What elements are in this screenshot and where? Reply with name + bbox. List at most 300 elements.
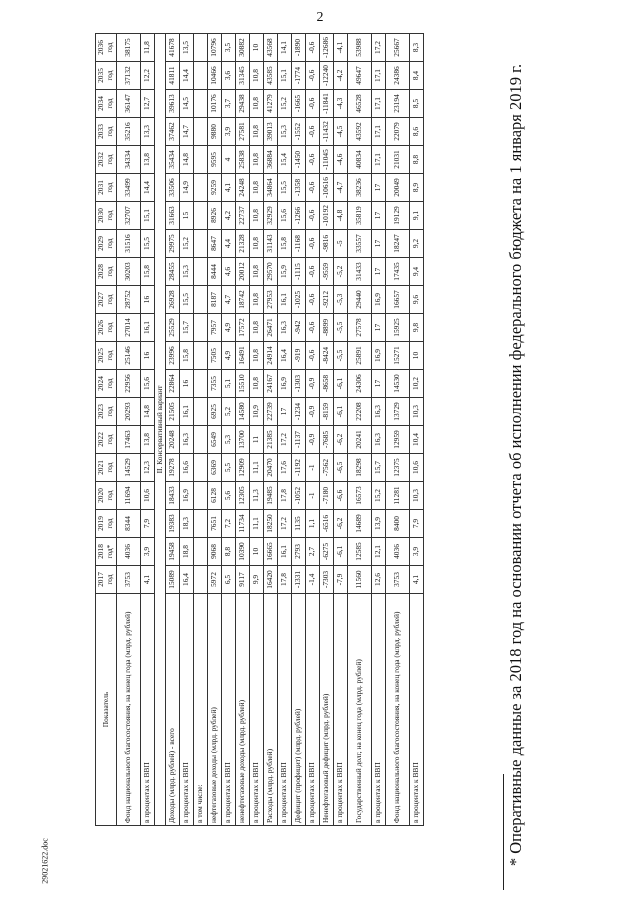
table-cell: 15,8 [180,342,194,370]
table-cell: 10,8 [250,342,264,370]
table-cell: -0,9 [306,426,320,454]
table-cell: 14,4 [141,174,155,202]
table-cell: 16,9 [278,370,292,398]
table-cell: 25838 [236,146,250,174]
table-cell: -1358 [292,174,306,202]
table-cell: 16,9 [180,482,194,510]
table-cell: 39013 [264,118,278,146]
table-cell: 18,3 [180,510,194,538]
table-cell: 14,8 [141,398,155,426]
header-year: 2020 год [96,482,117,510]
table-cell: 8,4 [410,62,424,90]
table-cell: 10,8 [250,62,264,90]
table-cell: -4,7 [334,174,348,202]
table-cell: 15,3 [180,258,194,286]
table-row [348,34,372,826]
table-row [372,34,386,826]
table-cell: 10176 [208,90,222,118]
table-cell: 2,7 [306,538,320,566]
table-cell: 16,1 [180,398,194,426]
table-cell: 26928 [166,286,180,314]
table-cell: 22956 [117,370,141,398]
table-cell: 32929 [264,202,278,230]
table-cell: -5,3 [334,286,348,314]
table-cell: -5,5 [334,314,348,342]
table-cell: -1 [306,482,320,510]
table-cell [194,258,208,286]
row-label: Доходы (млрд. рублей) - всего [166,594,180,826]
table-cell: 16657 [386,286,410,314]
table-cell: 15,5 [180,286,194,314]
table-cell: 16 [141,342,155,370]
table-cell: 28752 [117,286,141,314]
header-year: 2023 год [96,398,117,426]
table-cell: 14,7 [180,118,194,146]
table-cell: -1 [306,454,320,482]
table-cell: 16573 [348,482,372,510]
table-cell: 21385 [264,426,278,454]
table-cell: 14,1 [278,34,292,62]
table-cell: 10,8 [250,118,264,146]
header-year: 2026 год [96,314,117,342]
table-cell: 8,9 [410,174,424,202]
table-cell: 46528 [348,90,372,118]
table-cell: -0,6 [306,90,320,118]
table-cell: 16,9 [372,342,386,370]
table-cell: 24306 [348,370,372,398]
table-cell [194,286,208,314]
table-cell: 8,3 [410,34,424,62]
table-cell: 14530 [386,370,410,398]
table-cell: -10192 [320,202,334,230]
table-cell: -1025 [292,286,306,314]
table-cell: 11,1 [250,454,264,482]
table-section-row [155,34,166,826]
table-cell: 19485 [264,482,278,510]
header-year: 2018 год* [96,538,117,566]
row-label: в процентах к ВВП [222,594,236,826]
table-cell: 17,1 [372,90,386,118]
row-label: в процентах к ВВП [278,594,292,826]
table-cell: 6369 [208,454,222,482]
table-cell: -1192 [292,454,306,482]
header-year: 2021 год [96,454,117,482]
row-label: в процентах к ВВП [410,594,424,826]
table-cell: 22208 [348,398,372,426]
table-cell [194,510,208,538]
table-cell [194,62,208,90]
budget-table [95,33,424,826]
row-label: Расходы (млрд. рублей) [264,594,278,826]
table-cell [194,146,208,174]
table-cell: 9,9 [250,566,264,594]
table-cell: -8424 [320,342,334,370]
table-cell: 3,6 [222,62,236,90]
table-cell: 18742 [236,286,250,314]
table-cell: 10390 [236,538,250,566]
table-cell: 17 [372,230,386,258]
table-cell: -0,6 [306,34,320,62]
table-cell: 10,8 [250,90,264,118]
table-cell: 2793 [292,538,306,566]
table-cell [194,90,208,118]
table-cell: 17,6 [278,454,292,482]
table-cell: -4,5 [334,118,348,146]
table-cell: 20470 [264,454,278,482]
table-cell: 17,2 [278,426,292,454]
table-cell: 12959 [386,426,410,454]
table-cell: 43568 [264,34,278,62]
table-cell: -6,1 [334,398,348,426]
table-row [236,34,250,826]
table-cell: -1450 [292,146,306,174]
table-cell: 35434 [166,146,180,174]
table-cell: -1168 [292,230,306,258]
table-cell: 15,9 [278,258,292,286]
header-year: 2025 год [96,342,117,370]
table-row [166,34,180,826]
row-label: в процентах к ВВП [306,594,320,826]
table-cell: 3,7 [222,90,236,118]
table-cell: 10466 [208,62,222,90]
table-cell: -4,3 [334,90,348,118]
table-cell [194,230,208,258]
table-cell: 4,6 [222,258,236,286]
table-cell: 7505 [208,342,222,370]
table-cell: 16,1 [278,286,292,314]
table-cell: 7,9 [410,510,424,538]
table-cell: -1266 [292,202,306,230]
table-cell: 10 [410,342,424,370]
table-cell: -919 [292,342,306,370]
table-cell: 6,5 [222,566,236,594]
table-cell: 12,1 [372,538,386,566]
header-indicator: Показатель [96,594,117,826]
table-cell: -7,9 [334,566,348,594]
table-cell: 15,8 [278,230,292,258]
table-cell: 14,9 [180,174,194,202]
table-cell: 10,2 [410,370,424,398]
table-cell: 10796 [208,34,222,62]
table-cell: 9,2 [410,230,424,258]
table-cell: 12305 [236,482,250,510]
table-cell: 15,2 [180,230,194,258]
section-title: II. Консервативный вариант [155,34,166,826]
table-cell: 10,8 [250,174,264,202]
table-cell: -12240 [320,62,334,90]
table-cell: 15,8 [141,258,155,286]
table-cell: 4,7 [222,286,236,314]
header-year: 2017 год [96,566,117,594]
table-cell: 10,8 [250,202,264,230]
table-cell: 18433 [166,482,180,510]
table-cell: 12,6 [372,566,386,594]
table-cell: -0,6 [306,314,320,342]
table-cell: 16,6 [180,454,194,482]
table-cell: 9880 [208,118,222,146]
table-cell: 4,1 [141,566,155,594]
table-cell: -0,6 [306,146,320,174]
table-cell: 5,1 [222,370,236,398]
table-cell: -8658 [320,370,334,398]
table-cell: 16,4 [278,342,292,370]
header-year: 2030 год [96,202,117,230]
table-cell: 3753 [117,566,141,594]
table-cell: 39613 [166,90,180,118]
table-cell: 10,8 [250,314,264,342]
row-label: в процентах к ВВП [180,594,194,826]
table-cell: 4,9 [222,342,236,370]
table-cell: 5,5 [222,454,236,482]
table-cell: 31516 [117,230,141,258]
table-cell: 1,1 [306,510,320,538]
table-cell: -9212 [320,286,334,314]
table-cell: 12375 [386,454,410,482]
table-cell: -0,6 [306,258,320,286]
table-cell: 4 [222,146,236,174]
table-cell: 10,8 [250,370,264,398]
table-cell: 36147 [117,90,141,118]
table-cell: 4,1 [410,566,424,594]
footnote [492,40,540,890]
table-cell: 15,2 [372,482,386,510]
table-cell: 40834 [348,146,372,174]
table-cell: -0,6 [306,230,320,258]
table-cell: 16,4 [180,566,194,594]
table-cell: 13,8 [141,426,155,454]
table-cell: 4,4 [222,230,236,258]
table-cell: 20293 [117,398,141,426]
table-cell: 20012 [236,258,250,286]
table-cell: 29570 [264,258,278,286]
table-cell: 29438 [236,90,250,118]
table-cell: 9117 [236,566,250,594]
table-cell: -9816 [320,230,334,258]
table-cell: -7562 [320,454,334,482]
header-year: 2032 год [96,146,117,174]
table-cell: 9068 [208,538,222,566]
table-cell: 8,5 [410,90,424,118]
table-cell: 20241 [348,426,372,454]
table-cell: -7303 [320,566,334,594]
table-cell: 29975 [166,230,180,258]
budget-table-rotated [95,34,495,826]
header-year: 2033 год [96,118,117,146]
table-cell: 4,1 [222,174,236,202]
table-cell: 3,9 [410,538,424,566]
table-cell: 15,2 [278,90,292,118]
table-cell: 3753 [386,566,410,594]
table-cell: 15,6 [141,370,155,398]
table-cell: 34864 [264,174,278,202]
table-cell: 12,3 [141,454,155,482]
table-cell: 16491 [236,342,250,370]
table-cell: -6,6 [334,482,348,510]
table-cell: -10616 [320,174,334,202]
table-cell: 8,8 [410,146,424,174]
header-year: 2036 год [96,34,117,62]
table-cell: 24167 [264,370,278,398]
table-cell: 9,8 [410,314,424,342]
table-cell: 13729 [386,398,410,426]
table-cell: 43585 [264,62,278,90]
table-cell: 13,5 [180,34,194,62]
table-cell [194,398,208,426]
row-label: ненефтегазовые доходы (млрд. рублей) [236,594,250,826]
table-cell [194,454,208,482]
table-cell: -1774 [292,62,306,90]
table-cell: 15,6 [278,202,292,230]
table-cell: 6925 [208,398,222,426]
table-row [278,34,292,826]
table-cell: 11,1 [250,510,264,538]
table-cell: 22079 [386,118,410,146]
table-cell: 1135 [292,510,306,538]
table-cell: -6,2 [334,426,348,454]
table-cell: 41811 [166,62,180,90]
header-year: 2035 год [96,62,117,90]
row-label: Государственный долг, на конец года (млрд. рублей) [348,594,372,826]
table-cell: 11734 [236,510,250,538]
table-cell: 33506 [166,174,180,202]
table-cell [194,342,208,370]
table-cell: 5,3 [222,426,236,454]
table-cell: 49647 [348,62,372,90]
table-header-row [96,34,117,826]
table-cell: 31143 [264,230,278,258]
table-cell: 17572 [236,314,250,342]
table-cell: 26471 [264,314,278,342]
table-cell: -1890 [292,34,306,62]
row-label: Фонд национального благосостояния, на конец года (млрд. рублей) [386,594,410,826]
table-row [208,34,222,826]
table-cell: 30882 [236,34,250,62]
table-cell: 15925 [386,314,410,342]
table-cell: -5 [334,230,348,258]
table-row [334,34,348,826]
table-cell: -0,6 [306,202,320,230]
table-cell: 15,5 [278,174,292,202]
header-year: 2019 год [96,510,117,538]
table-cell: 14529 [117,454,141,482]
table-cell: 25891 [348,342,372,370]
table-cell: 27581 [236,118,250,146]
table-cell: 37132 [117,62,141,90]
table-cell: -6,1 [334,538,348,566]
table-cell: 5,6 [222,482,236,510]
table-cell: 25529 [166,314,180,342]
table-cell: 11694 [117,482,141,510]
table-cell: 9595 [208,146,222,174]
row-label: в процентах к ВВП [141,594,155,826]
row-label: в процентах к ВВП [250,594,264,826]
table-cell: -1052 [292,482,306,510]
header-year: 2022 год [96,426,117,454]
table-cell: 17 [372,258,386,286]
table-cell: 17,8 [278,566,292,594]
header-year: 2028 год [96,258,117,286]
table-row [386,34,410,826]
table-cell: 12,2 [141,62,155,90]
table-cell: 3,9 [222,118,236,146]
table-cell: 21031 [386,146,410,174]
table-cell: 15 [180,202,194,230]
table-cell: 35216 [117,118,141,146]
table-cell: 9259 [208,174,222,202]
table-cell: -0,6 [306,62,320,90]
table-cell: 10,3 [410,482,424,510]
table-cell: -0,9 [306,398,320,426]
table-cell [194,202,208,230]
table-row [410,34,424,826]
table-cell: 8444 [208,258,222,286]
table-cell: -4,2 [334,62,348,90]
table-cell [194,426,208,454]
table-cell: 53988 [348,34,372,62]
table-cell: -1331 [292,566,306,594]
table-cell: 21328 [236,230,250,258]
table-cell: 23194 [386,90,410,118]
table-cell: 8,6 [410,118,424,146]
table-row [320,34,334,826]
table-cell: 37462 [166,118,180,146]
footnote-text: * Оперативные данные за 2018 год на основании отчета об исполнении федерального бюджета на 1 января 2019 г. [506,63,525,867]
table-row [292,34,306,826]
table-cell: 10,6 [410,454,424,482]
table-cell: 18,8 [180,538,194,566]
table-cell: 30203 [117,258,141,286]
table-cell: 10,3 [410,398,424,426]
table-cell: 11 [250,426,264,454]
table-cell: 17,2 [278,510,292,538]
table-cell: 29440 [348,286,372,314]
table-cell: 38175 [117,34,141,62]
table-cell: 3,5 [222,34,236,62]
table-cell: 23996 [166,342,180,370]
header-year: 2024 год [96,370,117,398]
table-cell: -8159 [320,398,334,426]
table-cell: 4036 [386,538,410,566]
table-cell: 43592 [348,118,372,146]
table-cell: -11045 [320,146,334,174]
table-cell: -0,9 [306,370,320,398]
table-cell: 17 [372,202,386,230]
document-code [10,830,80,892]
table-cell: 11,8 [141,34,155,62]
table-cell: 4,9 [222,314,236,342]
table-cell: 7957 [208,314,222,342]
table-cell: 22737 [236,202,250,230]
table-cell: 7,9 [141,510,155,538]
table-cell: 36884 [264,146,278,174]
table-cell: 9,4 [410,258,424,286]
table-cell: -4,1 [334,34,348,62]
document-code-text: 29021622.doc [40,838,50,884]
table-cell: 5,2 [222,398,236,426]
table-row [194,34,208,826]
table-cell: 22739 [264,398,278,426]
table-cell: 14,5 [180,90,194,118]
table-cell: 5972 [208,566,222,594]
table-cell: 16,1 [141,314,155,342]
table-cell: 15,3 [278,118,292,146]
table-cell: 19129 [386,202,410,230]
table-cell: 25146 [117,342,141,370]
table-cell: 16,3 [180,426,194,454]
table-cell: 19458 [166,538,180,566]
table-cell: 31433 [348,258,372,286]
table-cell [194,566,208,594]
